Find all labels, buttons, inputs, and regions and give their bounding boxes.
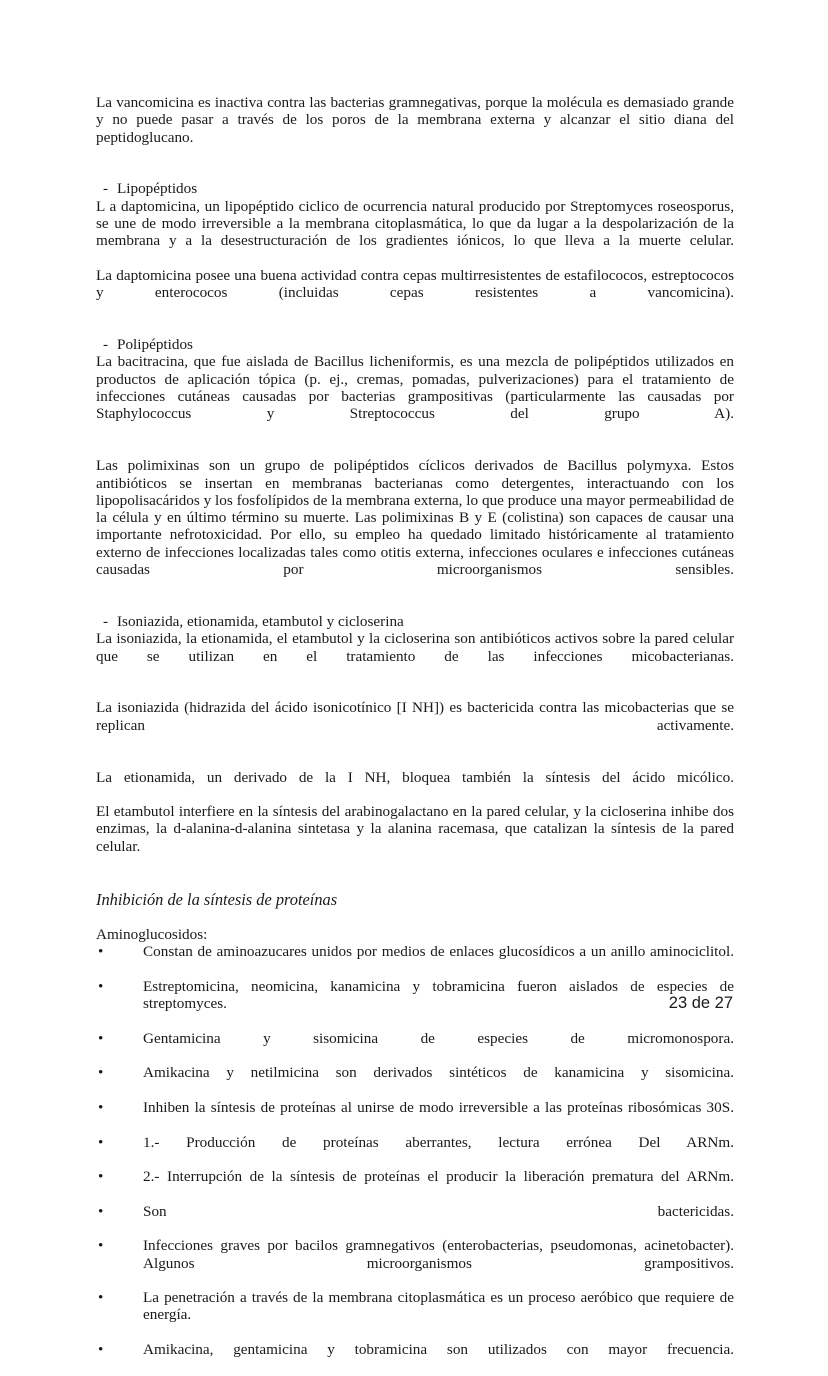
bullet-point-icon: • — [98, 943, 104, 961]
spacer-5 — [96, 682, 734, 699]
list-item — [96, 1237, 734, 1289]
bullet-point-icon: • — [98, 1341, 104, 1359]
bullet-point-icon: • — [98, 1064, 104, 1082]
list-item-label: 1.- Producción de proteínas aberrantes, lectura errónea Del ARNm. — [143, 1133, 734, 1151]
bullet-point-icon: • — [98, 1289, 104, 1307]
bullet-point-icon: • — [98, 1133, 104, 1151]
spacer-7 — [96, 872, 734, 889]
bullet-point-icon: • — [98, 1237, 104, 1255]
spacer-1 — [96, 163, 734, 180]
spacer-2 — [96, 319, 734, 336]
list-item-label: Amikacina, gentamicina y tobramicina son utilizados con mayor frecuencia. — [143, 1341, 734, 1359]
list-item-label: Constan de aminoazucares unidos por medios de enlaces glucosídicos a un anillo aminociclitol. — [143, 943, 734, 961]
list-item — [96, 1289, 734, 1341]
list-item — [96, 1030, 734, 1065]
paragraph-etambutol-cicloserina: El etambutol interfiere en la síntesis del arabinogalactano en la pared celular, y la cicloserina inhibe dos enzimas, la d-alanina-d-alanina sintetasa y la alanina racemasa, que catalizan la síntesis de la pared celular. — [96, 803, 734, 855]
list-item — [96, 1203, 734, 1238]
list-item — [96, 943, 734, 978]
paragraph-isoniazida-bactericida: La isoniazida (hidrazida del ácido isonicotínico [I NH]) es bactericida contra las micobacterias que se replican activamente. — [96, 699, 734, 734]
paragraph-vancomicina: La vancomicina es inactiva contra las bacterias gramnegativas, porque la molécula es demasiado grande y no puede pasar a través de los poros de la membrana externa y alcanzar el sitio diana del peptidoglucano. — [96, 94, 734, 146]
heading-isoniazida — [96, 613, 734, 630]
list-item-label: Infecciones graves por bacilos gramnegativos (enterobacterias, pseudomonas, acinetobacter). Algunos microorganismos grampositivos. — [143, 1237, 734, 1272]
list-item-label: La penetración a través de la membrana citoplasmática es un proceso aeróbico que requiere de energía. — [143, 1289, 734, 1324]
section-title-inhibicion-sintesis-proteinas: Inhibición de la síntesis de proteínas — [96, 889, 338, 909]
spacer-4 — [96, 596, 734, 613]
list-item — [96, 1134, 734, 1169]
list-item-label: Estreptomicina, neomicina, kanamicina y tobramicina fueron aislados de especies de streptomyces. — [143, 977, 734, 1013]
paragraph-polimixinas: Las polimixinas son un grupo de polipéptidos cíclicos derivados de Bacillus polymyxa. Estos antibióticos se insertan en membranas bacterianas como detergentes, interactuando con los lipopolisacáridos y los fosfolípidos de la membrana externa, lo que produce una mayor permeabilidad de la célula y en último término su muerte. Las polimixinas B y E (colistina) son capaces de causar una importante nefrotoxicidad. Por ello, su empleo ha quedado limitado históricamente al tratamiento externo de infecciones localizadas tales como otitis externa, infecciones oculares e infecciones cutáneas causadas por microorganismos sensibles. — [96, 457, 734, 579]
heading-lipopeptidos — [96, 180, 734, 197]
heading-polipeptidos — [96, 336, 734, 353]
paragraph-bacitracina: La bacitracina, que fue aislada de Bacillus licheniformis, es una mezcla de polipéptidos utilizados en productos de aplicación tópica (p. ej., cremas, pomadas, pulverizaciones) para el tratamiento de infecciones cutáneas causadas por bacterias grampositivas (particularmente las causadas por Staphylococcus y Streptococcus del grupo A). — [96, 353, 734, 423]
bullet-point-icon: • — [98, 1098, 104, 1116]
dash-marker-icon: - — [103, 180, 109, 198]
bullet-point-icon: • — [98, 1168, 104, 1186]
document-body — [96, 94, 734, 1376]
bullet-point-icon: • — [98, 1029, 104, 1047]
list-item — [96, 978, 734, 1030]
bullet-list-aminoglucosidos — [96, 943, 734, 1375]
spacer-6 — [96, 751, 734, 768]
list-item-label: Inhiben la síntesis de proteínas al unirse de modo irreversible a las proteínas ribosómicas 30S. — [143, 1098, 734, 1116]
list-intro-aminoglucosidos: Aminoglucosidos: — [96, 925, 208, 943]
dash-heading-label: Isoniazida, etionamida, etambutol y cicloserina — [117, 612, 404, 630]
paragraph-daptomicina-actividad: La daptomicina posee una buena actividad contra cepas multirresistentes de estafilococos, estreptococos y enterococos (incluidas cepas resistentes a vancomicina). — [96, 266, 734, 302]
list-item — [96, 1341, 734, 1376]
dash-heading-label: Lipopéptidos — [117, 180, 198, 198]
list-item — [96, 1064, 734, 1099]
list-item — [96, 1099, 734, 1134]
dash-heading-label: Polipéptidos — [117, 336, 193, 354]
list-item-label: Son bactericidas. — [143, 1202, 734, 1220]
dash-marker-icon: - — [103, 336, 109, 354]
paragraph-daptomicina-mecanismo: L a daptomicina, un lipopéptido ciclico de ocurrencia natural producido por Streptomyces roseosporus, se une de modo irreversible a la membrana citoplasmática, lo que da lugar a la despolarización de la membrana y a la desestructuración de los gradientes iónicos, lo que lleva a la muerte celular. — [96, 197, 734, 250]
list-item-label: Gentamicina y sisomicina de especies de micromonospora. — [143, 1029, 734, 1047]
list-item — [96, 1168, 734, 1203]
bullet-point-icon: • — [98, 1202, 104, 1220]
page-number: 23 de 27 — [668, 994, 733, 1012]
list-item-label: 2.- Interrupción de la síntesis de proteínas el producir la liberación prematura del ARNm. — [143, 1168, 734, 1186]
spacer-3 — [96, 440, 734, 457]
spacer-8 — [96, 909, 734, 926]
paragraph-antituberculosos: La isoniazida, la etionamida, el etambutol y la cicloserina son antibióticos activos sobre la pared celular que se utilizan en el tratamiento de las infecciones micobacterianas. — [96, 630, 734, 665]
bullet-point-icon: • — [98, 977, 104, 995]
list-item-label: Amikacina y netilmicina son derivados sintéticos de kanamicina y sisomicina. — [143, 1064, 734, 1082]
dash-marker-icon: - — [103, 612, 109, 630]
paragraph-etionamida: La etionamida, un derivado de la I NH, bloquea también la síntesis del ácido micólico. — [96, 768, 734, 786]
